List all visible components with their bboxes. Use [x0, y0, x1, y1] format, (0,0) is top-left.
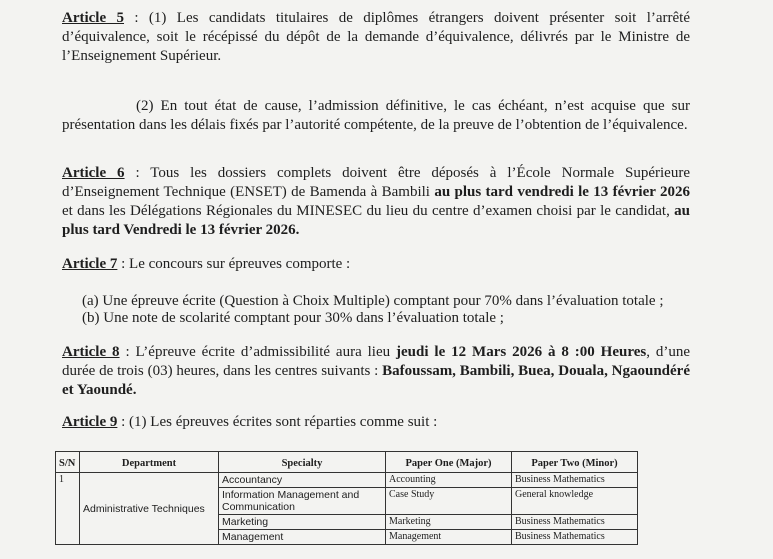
article-7-item-b: (b) Une note de scolarité comptant pour 30% dans l’évaluation totale ;: [82, 310, 504, 326]
article-7-paragraph: [62, 255, 690, 274]
article-7-item-a: (a) Une épreuve écrite (Question à Choix Multiple) comptant pour 70% dans l’évaluation totale ;: [82, 293, 664, 309]
article-8-paragraph: [62, 343, 690, 400]
cell-sn: 1: [56, 473, 80, 545]
article-5-paragraph-1: [62, 9, 690, 66]
cell-department: [80, 473, 219, 545]
article-6-deadline-2: au plus tard Vendredi le 13 février 2026.: [62, 203, 690, 238]
article-9-paragraph: [62, 413, 690, 432]
cell-minor: Business Mathematics: [512, 473, 638, 488]
article-5-paragraph-2: [62, 97, 690, 135]
cell-minor: General knowledge: [512, 488, 638, 515]
table-header-row: [56, 452, 638, 473]
article-6-label: Article 6: [62, 165, 125, 181]
papers-table: [55, 451, 638, 545]
cell-specialty: Information Management and Communication: [219, 488, 386, 515]
article-6-paragraph: [62, 164, 690, 240]
cell-specialty: Marketing: [219, 515, 386, 530]
article-9-text: : (1) Les épreuves écrites sont réparties comme suit :: [121, 414, 438, 430]
article-9-label: Article 9: [62, 414, 118, 430]
cell-specialty: Management: [219, 530, 386, 545]
cell-major: Marketing: [386, 515, 512, 530]
cell-major: Accounting: [386, 473, 512, 488]
header-paper-two: Paper Two (Minor): [512, 452, 638, 473]
article-6-text-2: et dans les Délégations Régionales du MINESEC du lieu du centre d’examen choisi par le candidat,: [62, 203, 675, 219]
article-8-text-1: : L’épreuve écrite d’admissibilité aura lieu: [125, 344, 397, 360]
article-8-centres: Bafoussam, Bambili, Buea, Douala, Ngaoundéré et Yaoundé.: [62, 363, 690, 398]
article-8-text-2: , d’une durée de trois (03) heures, dans les centres suivants :: [62, 344, 691, 379]
header-specialty: Specialty: [219, 452, 386, 473]
cell-minor: Business Mathematics: [512, 515, 638, 530]
cell-specialty: Accountancy: [219, 473, 386, 488]
article-8-label: Article 8: [62, 344, 120, 360]
header-paper-one: Paper One (Major): [386, 452, 512, 473]
article-8-exam-date: jeudi le 12 Mars 2026 à 8 :00 Heures: [396, 344, 647, 360]
article-6-deadline-1: au plus tard vendredi le 13 février 2026: [434, 184, 690, 200]
article-7-label: Article 7: [62, 256, 118, 272]
department-name: Administrative Techniques: [83, 502, 205, 515]
article-5-text-2: (2) En tout état de cause, l’admission définitive, le cas échéant, n’est acquise que sur présentation dans les délais fixés par l’autorité compétente, de la preuve de l’obtention de l’équivalence.: [62, 98, 690, 133]
cell-major: Management: [386, 530, 512, 545]
header-department: Department: [80, 452, 219, 473]
header-sn: S/N: [56, 452, 80, 473]
article-5-label: Article 5: [62, 10, 125, 26]
cell-minor: Business Mathematics: [512, 530, 638, 545]
cell-major: Case Study: [386, 488, 512, 515]
table-row: [56, 473, 638, 488]
article-5-text-1: : (1) Les candidats titulaires de diplômes étrangers doivent présenter soit l’arrêté d’équivalence, soit le récépissé du dépôt de la demande d’équivalence, délivrés par le Ministre de l’Enseignement Supérieur.: [62, 10, 690, 64]
article-6-text-1: : Tous les dossiers complets doivent être déposés à l’École Normale Supérieure d’Enseignement Technique (ENSET) de Bamenda à Bambili: [62, 165, 690, 200]
article-7-text: : Le concours sur épreuves comporte :: [121, 256, 351, 272]
